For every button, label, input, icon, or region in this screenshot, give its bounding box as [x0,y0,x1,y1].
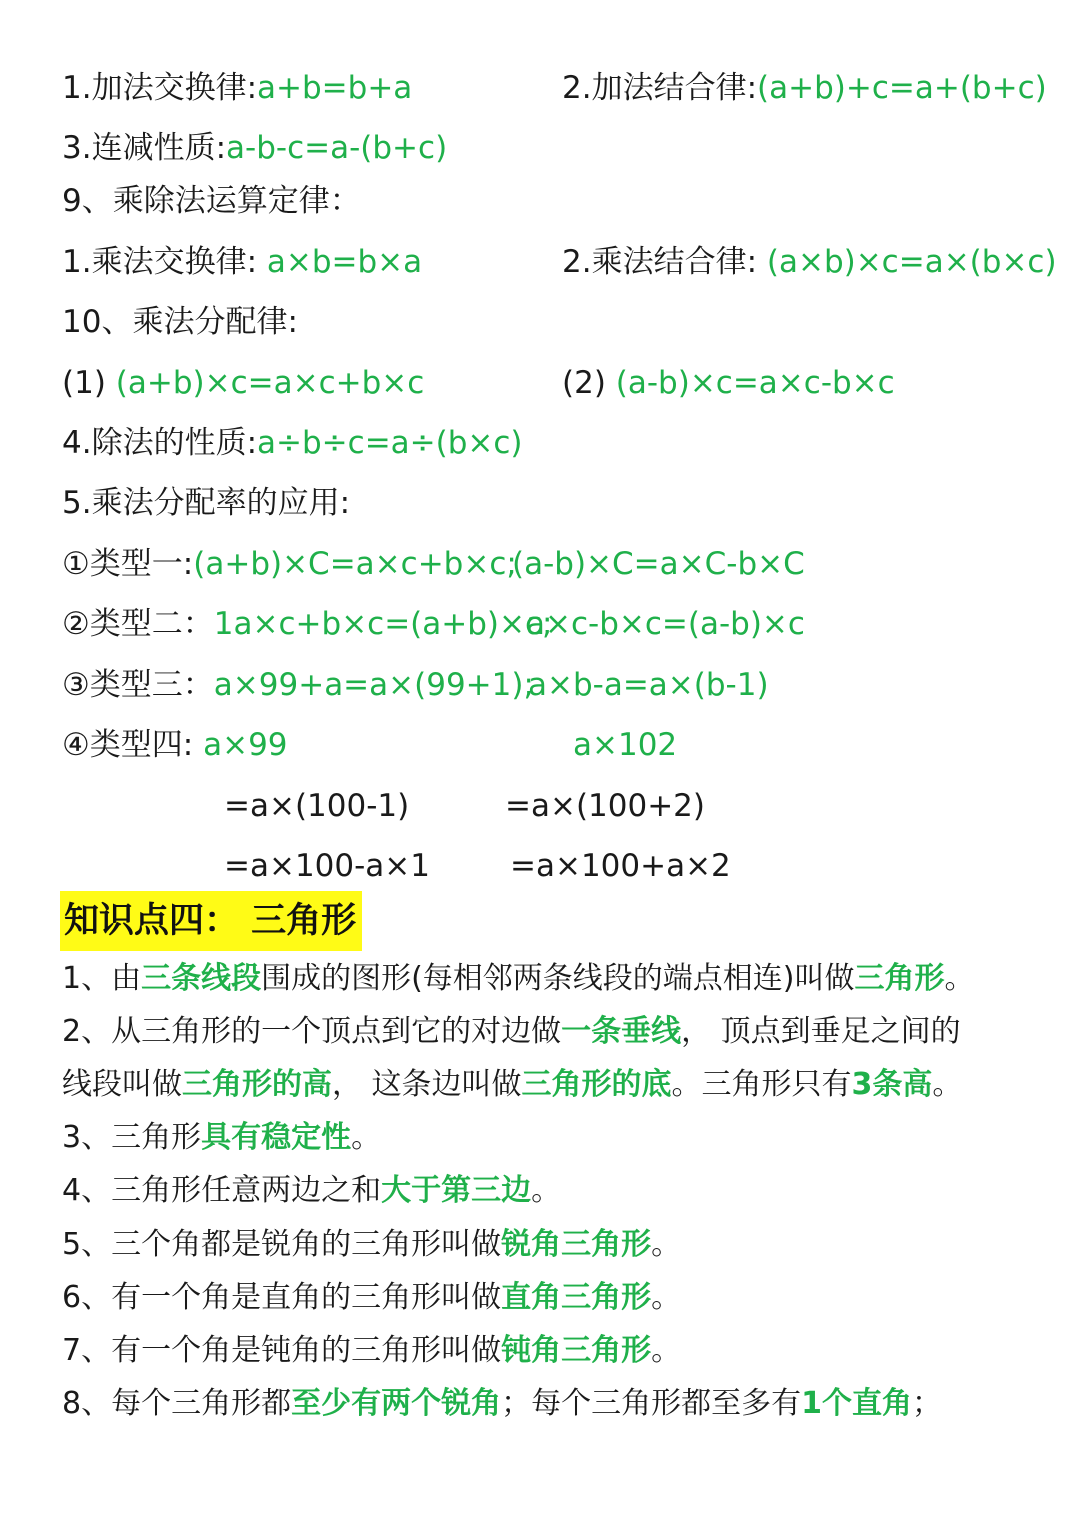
mul-commutative-label: 1.乘法交换律: [62,244,267,280]
add-commutative-label: 1.加法交换律: [62,70,258,106]
type-4-step-1-a: =a×(100-1) [224,788,410,824]
distributive-2-formula: (a-b)×c=a×c-b×c [615,365,895,401]
mul-associative-law [562,244,1057,281]
point-2-highlight: 三角形的高 [182,1067,332,1102]
type-4-formula-a: a×99 [203,727,288,763]
mul-commutative-law [62,244,422,281]
point-7-highlight: 钝角三角形 [501,1333,652,1368]
point-7-text: 7、有一个角是钝角的三角形叫做 [62,1333,502,1368]
point-8 [62,1386,942,1422]
point-2-text: 。 [932,1067,963,1102]
point-2-text: 。三角形只有 [671,1067,852,1102]
point-1-text: 。 [944,961,975,996]
type-1-label: ①类型一: [62,546,194,582]
point-2-text: ， 这条边叫做 [332,1067,522,1102]
distributive-1-label: (1) [62,365,116,401]
section-heading-triangle: 知识点四： 三角形 [60,891,362,951]
add-commutative-law [62,70,412,107]
point-2-highlight: 3条高 [851,1067,933,1102]
mul-associative-label: 2.乘法结合律: [562,244,767,280]
point-3 [62,1120,381,1156]
point-8-text: ； [911,1386,942,1421]
type-1-formula-a: (a+b)×C=a×c+b×c; [193,546,517,582]
division-property-label: 4.除法的性质: [62,425,258,461]
point-2-text: 线段叫做 [62,1067,182,1102]
distributive-law-1 [62,365,424,402]
point-7-text: 。 [651,1333,682,1368]
mul-div-laws-title: 9、乘除法运算定律： [62,183,361,219]
point-5 [62,1227,681,1263]
point-2-text: ， 顶点到垂足之间的 [681,1014,961,1049]
point-4-text: 4、三角形任意两边之和 [62,1173,382,1208]
type-3-formula-b: a×b-a=a×(b-1) [528,667,769,703]
point-2 [62,1014,961,1050]
point-8-highlight: 1个直角 [801,1386,912,1421]
type-3-formula-a: a×99+a=a×(99+1); [213,667,534,703]
type-2-row [62,606,552,643]
point-2-highlight: 一条垂线 [561,1014,682,1049]
division-property-formula: a÷b÷c=a÷(b×c) [257,425,523,461]
point-1-highlight: 三条线段 [141,961,262,996]
point-1 [62,961,975,997]
type-4-step-1-b: =a×(100+2) [505,788,706,824]
division-property [62,425,523,462]
add-associative-law [562,70,1047,107]
add-commutative-formula: a+b=b+a [257,70,413,106]
type-2-label: ②类型二： [62,606,214,642]
point-4 [62,1173,561,1209]
add-associative-formula: (a+b)+c=a+(b+c) [757,70,1047,106]
point-2-line-2 [62,1067,962,1103]
subtraction-property-label: 3.连减性质: [62,130,227,166]
point-2-text: 2、从三角形的一个顶点到它的对边做 [62,1014,562,1049]
point-7 [62,1333,681,1369]
point-3-highlight: 具有稳定性 [201,1120,352,1155]
point-8-text: ；每个三角形都至多有 [501,1386,802,1421]
mul-associative-formula: (a×b)×c=a×(b×c) [766,244,1057,280]
point-6-text: 。 [651,1280,682,1315]
point-3-text: 3、三角形 [62,1120,202,1155]
point-2-highlight: 三角形的底 [521,1067,672,1102]
type-2-formula-b: a×c-b×c=(a-b)×c [526,606,805,642]
subtraction-property [62,130,447,167]
point-1-text: 围成的图形(每相邻两条线段的端点相连)叫做 [261,961,855,996]
type-4-step-2-a: =a×100-a×1 [224,848,430,884]
distributive-application-title: 5.乘法分配率的应用: [62,485,351,521]
add-associative-label: 2.加法结合律: [562,70,758,106]
distributive-2-label: (2) [562,365,616,401]
type-4-step-2-b: =a×100+a×2 [510,848,731,884]
type-2-formula-a: 1a×c+b×c=(a+b)×c; [213,606,553,642]
type-3-row [62,667,534,704]
type-4-label: ④类型四: [62,727,204,763]
point-5-text: 。 [651,1227,682,1262]
point-5-text: 5、三个角都是锐角的三角形叫做 [62,1227,502,1262]
point-8-text: 8、每个三角形都 [62,1386,292,1421]
point-6-text: 6、有一个角是直角的三角形叫做 [62,1280,502,1315]
distributive-law-2 [562,365,895,402]
type-4-row [62,727,288,764]
distributive-1-formula: (a+b)×c=a×c+b×c [115,365,425,401]
type-1-row [62,546,517,583]
point-5-highlight: 锐角三角形 [501,1227,652,1262]
point-8-highlight: 至少有两个锐角 [291,1386,502,1421]
mul-commutative-formula: a×b=b×a [266,244,423,280]
point-4-text: 。 [531,1173,562,1208]
subtraction-property-formula: a-b-c=a-(b+c) [226,130,448,166]
point-4-highlight: 大于第三边 [381,1173,532,1208]
type-1-formula-b: (a-b)×C=a×C-b×C [512,546,805,582]
point-1-text: 1、由 [62,961,142,996]
type-3-label: ③类型三： [62,667,214,703]
point-6-highlight: 直角三角形 [501,1280,652,1315]
point-1-highlight: 三角形 [854,961,945,996]
point-6 [62,1280,681,1316]
distributive-law-title: 10、乘法分配律: [62,304,298,340]
type-4-formula-b: a×102 [573,727,678,763]
point-3-text: 。 [351,1120,382,1155]
